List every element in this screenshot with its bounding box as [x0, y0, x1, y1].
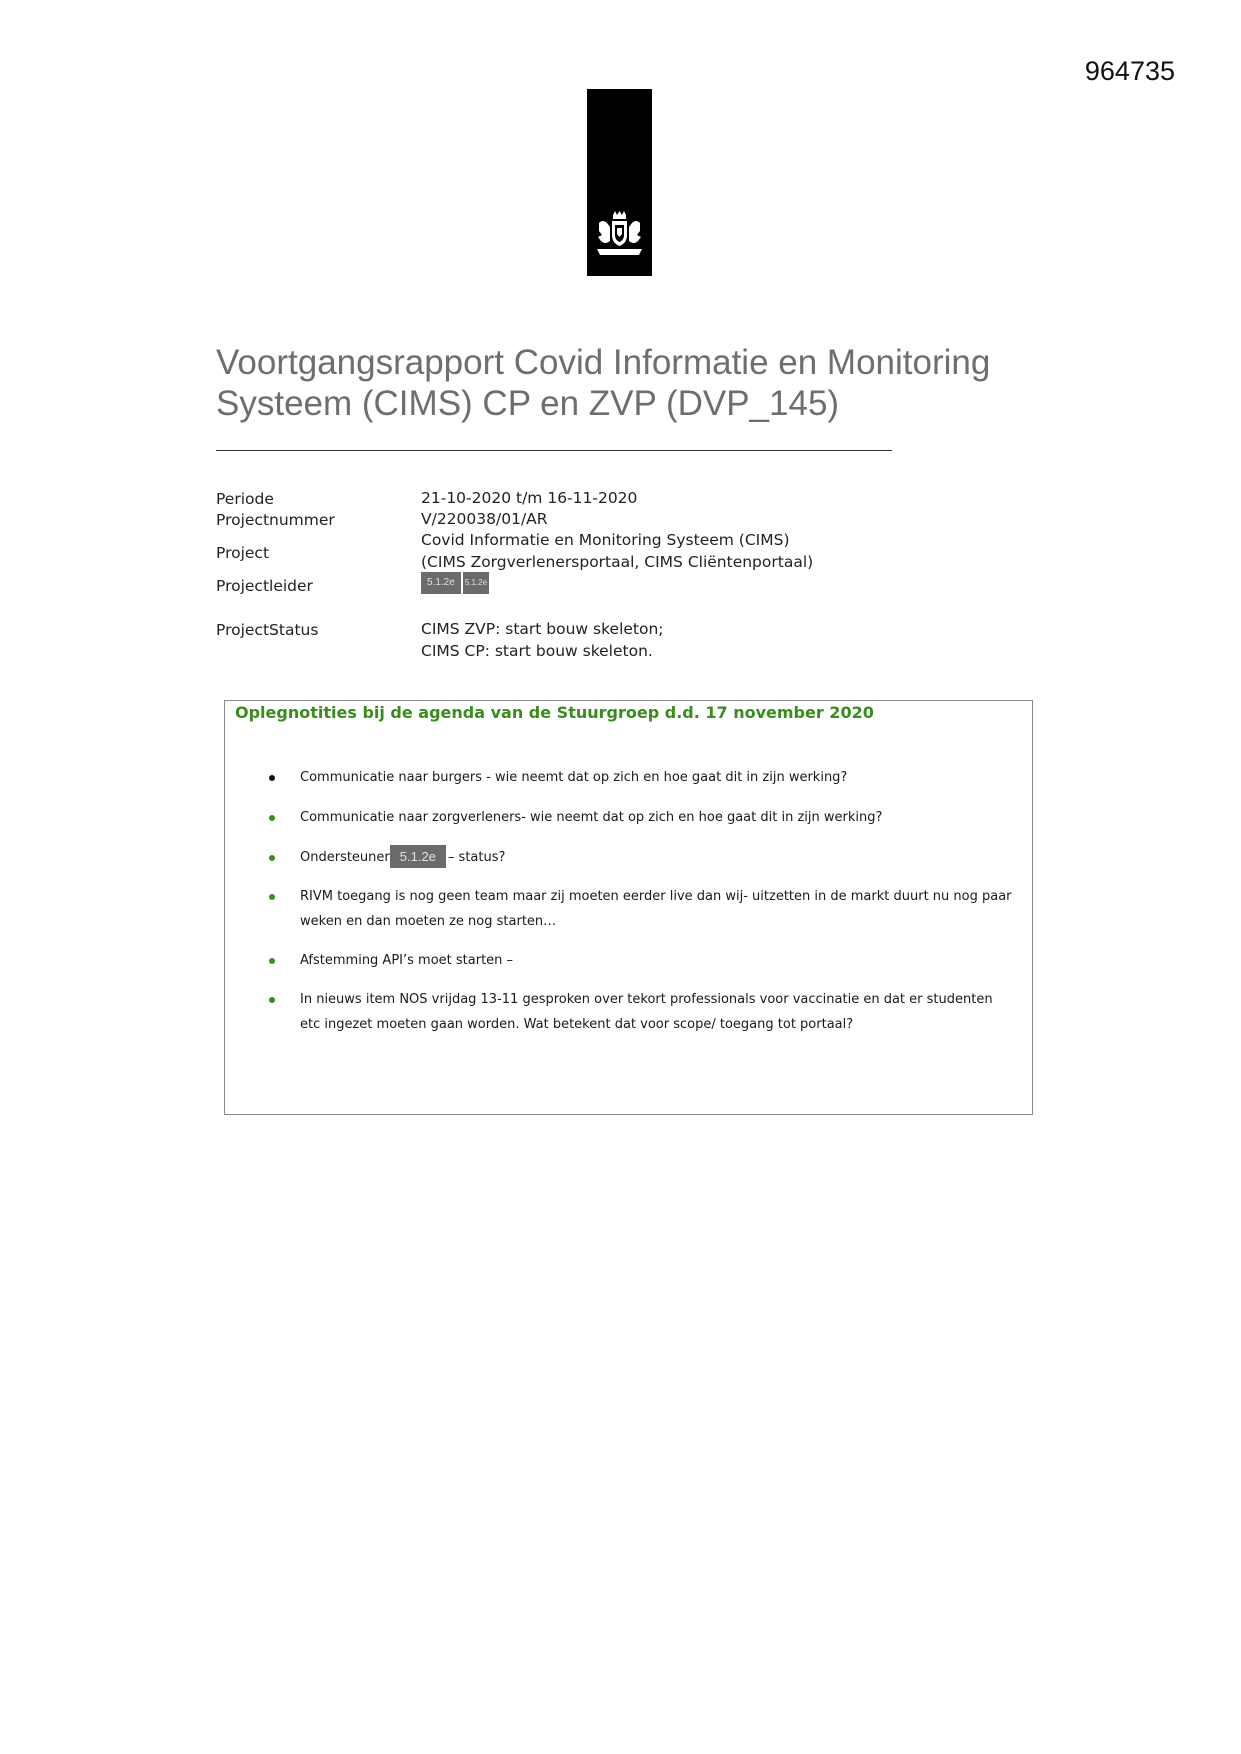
note-text: Afstemming API’s moet starten – — [300, 953, 514, 968]
bullet-icon — [269, 815, 275, 821]
project-value-line1: Covid Informatie en Monitoring Systeem (CIMS) — [421, 531, 790, 549]
periode-value: 21-10-2020 t/m 16-11-2020 — [421, 489, 638, 507]
projectstatus-label: ProjectStatus — [216, 621, 319, 639]
note-text-after: – status? — [447, 850, 506, 865]
redaction-box: 5.1.2e — [421, 572, 461, 594]
periode-label: Periode — [216, 490, 274, 508]
report-title-line1: Voortgangsrapport Covid Informatie en Monitoring — [216, 343, 991, 382]
projectstatus-value-line2: CIMS CP: start bouw skeleton. — [421, 642, 653, 660]
projectnummer-label: Projectnummer — [216, 511, 335, 529]
redaction-box: 5.1.2e — [390, 845, 446, 868]
report-title — [216, 342, 1036, 424]
document-number: 964735 — [1084, 56, 1175, 86]
note-text: In nieuws item NOS vrijdag 13-11 gesproken over tekort professionals voor vaccinatie en dat er studenten etc ingezet moeten gaan worden. Wat betekent dat voor scope/ toegang tot portaal? — [300, 992, 993, 1032]
coat-of-arms-icon — [593, 211, 646, 261]
project-label: Project — [216, 544, 270, 562]
note-text: Communicatie naar zorgverleners- wie neemt dat op zich en hoe gaat dit in zijn werking? — [300, 810, 883, 825]
bullet-icon — [269, 775, 275, 781]
projectleider-value — [421, 572, 489, 594]
project-value-line2: (CIMS Zorgverlenersportaal, CIMS Cliëntenportaal) — [421, 553, 814, 571]
bullet-icon — [269, 958, 275, 964]
rijksoverheid-logo — [587, 89, 652, 276]
redaction-box: 5.1.2e — [463, 572, 489, 594]
projectleider-label: Projectleider — [216, 577, 313, 595]
bullet-icon — [269, 997, 275, 1003]
note-text: RIVM toegang is nog geen team maar zij moeten eerder live dan wij- uitzetten in de markt duurt nu nog paar weken en dan moeten ze nog starten… — [300, 889, 1012, 929]
notes-panel — [224, 700, 1033, 1115]
note-text: Communicatie naar burgers - wie neemt dat op zich en hoe gaat dit in zijn werking? — [300, 770, 848, 785]
note-text-before: Ondersteuner — [300, 850, 390, 865]
bullet-icon — [269, 855, 275, 861]
projectstatus-value-line1: CIMS ZVP: start bouw skeleton; — [421, 620, 664, 638]
bullet-icon — [269, 894, 275, 900]
projectnummer-value: V/220038/01/AR — [421, 510, 548, 528]
report-title-line2: Systeem (CIMS) CP en ZVP (DVP_145) — [216, 384, 840, 423]
title-divider — [216, 450, 892, 451]
notes-heading: Oplegnotities bij de agenda van de Stuurgroep d.d. 17 november 2020 — [235, 703, 874, 722]
note-text — [300, 845, 1015, 870]
